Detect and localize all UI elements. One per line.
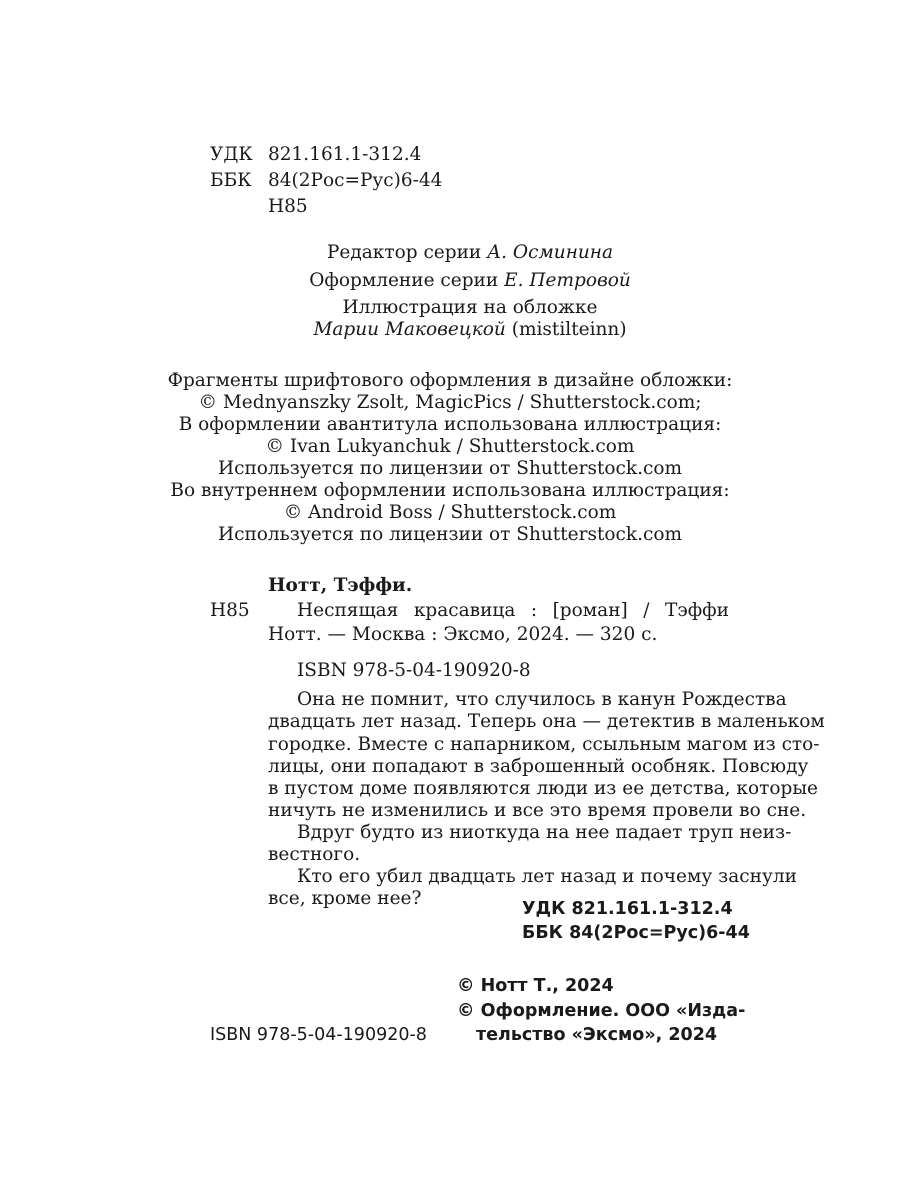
- bbk-code: 84(2Рос=Рус)6-44: [268, 170, 443, 191]
- copyright-author: © Нотт Т., 2024: [457, 976, 614, 996]
- image-credit-line: Используется по лицензии от Shutterstock.com: [217, 524, 683, 545]
- image-credit-line: В оформлении авантитула использована иллюстрация:: [178, 414, 722, 435]
- annotation-line: в пустом доме появляются люди из ее детства, которые: [268, 778, 818, 799]
- udk-code: 821.161.1-312.4: [268, 144, 422, 165]
- annotation-line: Вдруг будто из ниоткуда на нее падает труп неиз-: [297, 822, 792, 843]
- author-heading: Нотт, Тэффи.: [268, 575, 413, 596]
- annotation-line: ничуть не изменились и все это время провели во сне.: [268, 800, 807, 821]
- record-isbn: ISBN 978-5-04-190920-8: [297, 660, 531, 681]
- editor-label: Редактор серии: [326, 242, 482, 263]
- image-credit-line: © Mednyanszky Zsolt, MagicPics / Shutterstock.com;: [198, 392, 702, 413]
- design-name: Е. Петровой: [504, 270, 631, 291]
- image-credit-line: Используется по лицензии от Shutterstock.com: [217, 458, 683, 479]
- footer-isbn: ISBN 978-5-04-190920-8: [210, 1025, 427, 1045]
- udk-repeat: УДК 821.161.1-312.4: [522, 899, 733, 919]
- copyright-publisher: тельство «Эксмо», 2024: [476, 1025, 718, 1045]
- annotation-line: городке. Вместе с напарником, ссыльным магом из сто-: [268, 734, 820, 755]
- record-line: Нотт. — Москва : Эксмо, 2024. — 320 с.: [268, 624, 658, 645]
- annotation-line: лицы, они попадают в заброшенный особняк. Повсюду: [268, 756, 809, 777]
- cover-credit: [300, 319, 640, 341]
- editor-credit: [300, 242, 640, 264]
- cover-label: Иллюстрация на обложке: [342, 297, 598, 318]
- record-line: Неспящая красавица : [роман] / Тэффи: [297, 600, 729, 621]
- annotation-line: вестного.: [268, 844, 361, 865]
- copyright-design: © Оформление. ООО «Изда-: [457, 1001, 746, 1021]
- bbk-repeat: ББК 84(2Рос=Рус)6-44: [522, 923, 750, 943]
- annotation-line: Она не помнит, что случилось в канун Рождества: [297, 689, 787, 710]
- cover-name: Марии Маковецкой: [313, 319, 506, 340]
- annotation-line: все, кроме нее?: [268, 888, 422, 909]
- editor-name: А. Осминина: [487, 242, 614, 263]
- annotation-line: двадцать лет назад. Теперь она — детектив в маленьком: [268, 711, 825, 732]
- bbk-label: ББК: [210, 170, 252, 191]
- record-author-mark: Н85: [210, 600, 250, 621]
- udk-label: УДК: [210, 144, 253, 165]
- image-credit-line: © Ivan Lukyanchuk / Shutterstock.com: [265, 436, 635, 457]
- image-credit-line: Во внутреннем оформлении использована иллюстрация:: [170, 480, 730, 501]
- design-label: Оформление серии: [309, 270, 499, 291]
- image-credit-line: © Android Boss / Shutterstock.com: [283, 502, 617, 523]
- author-mark: Н85: [268, 196, 308, 217]
- design-credit: [300, 270, 640, 292]
- cover-handle: (mistilteinn): [511, 319, 627, 340]
- image-credit-line: Фрагменты шрифтового оформления в дизайне обложки:: [167, 370, 733, 391]
- annotation-line: Кто его убил двадцать лет назад и почему заснули: [297, 866, 797, 887]
